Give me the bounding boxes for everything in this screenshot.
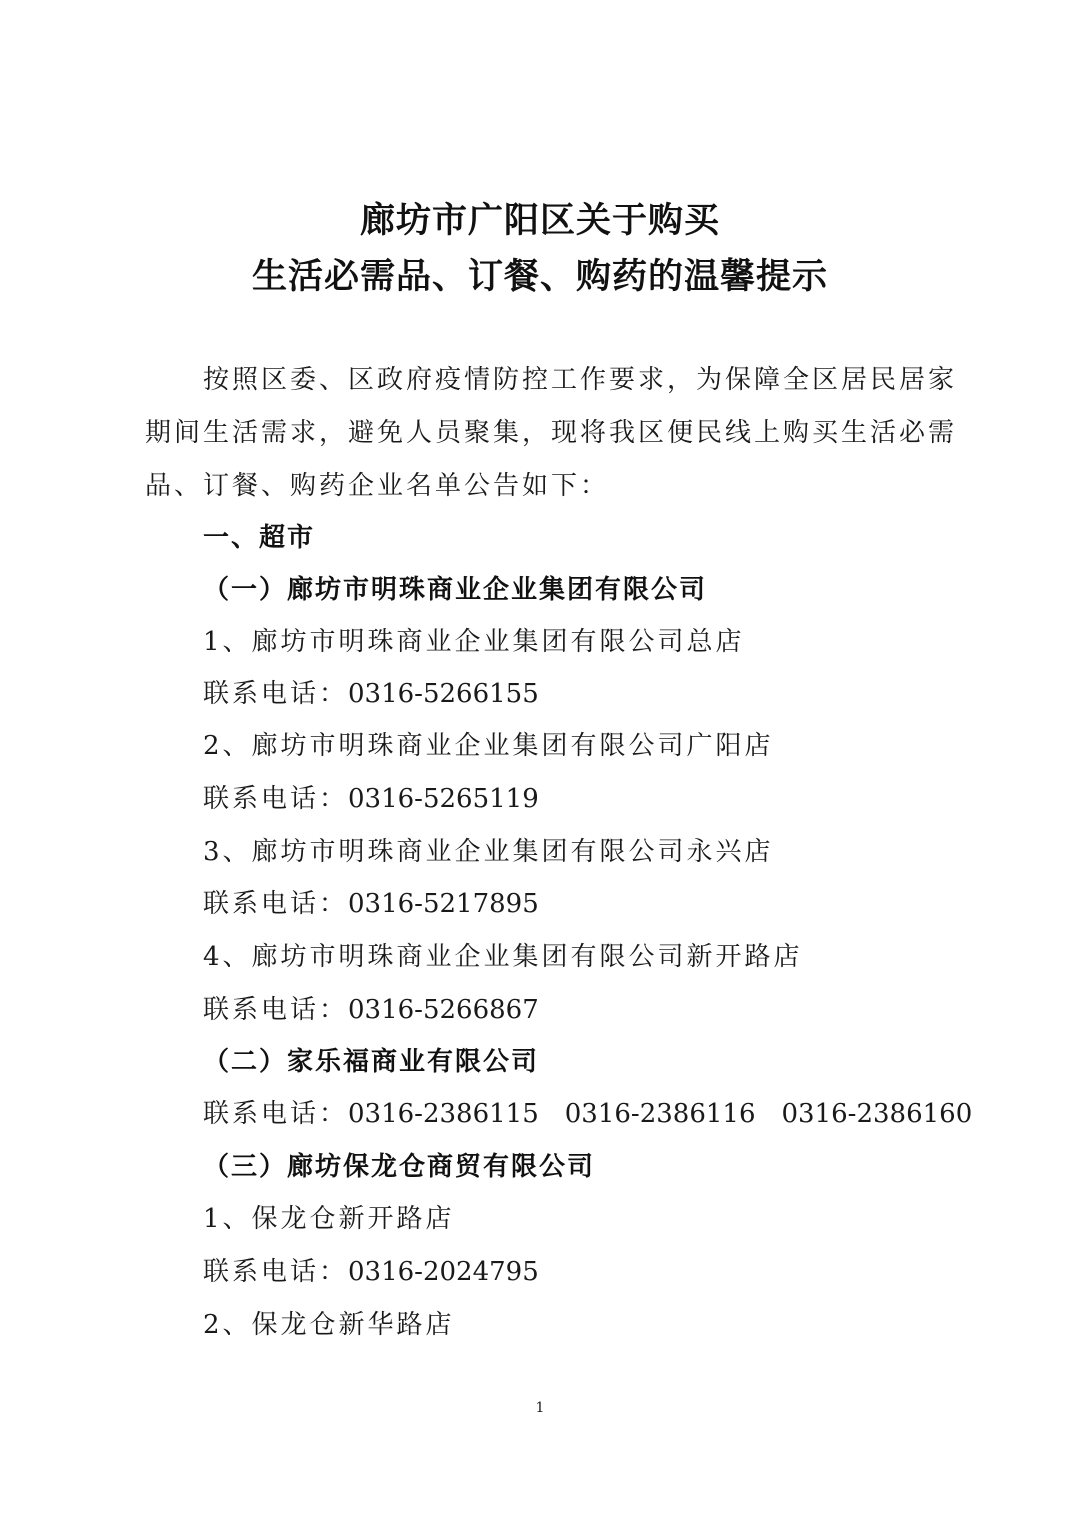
phone-label: 联系电话： (203, 679, 349, 709)
store-name: 2、保龙仓新华路店 (203, 1310, 455, 1340)
intro-line-3: 品、订餐、购药企业名单公告如下： (145, 471, 610, 501)
phone-number: 0316-5266155 (348, 679, 539, 709)
phone-number: 0316-2386160 (781, 1099, 973, 1129)
store-phone (203, 784, 539, 814)
store-phone (203, 889, 539, 919)
document-title-line-2: 生活必需品、订餐、购药的温馨提示 (251, 257, 828, 297)
section-heading-supermarket: 一、超市 (203, 523, 316, 553)
document-title-line-1: 廊坊市广阳区关于购买 (359, 201, 720, 241)
company-heading-2: （二）家乐福商业有限公司 (203, 1047, 540, 1077)
page-number: 1 (535, 1400, 545, 1416)
intro-line-1: 按照区委、区政府疫情防控工作要求，为保障全区居民居家 (203, 365, 958, 395)
intro-line-2: 期间生活需求，避免人员聚集，现将我区便民线上购买生活必需 (145, 418, 958, 448)
phone-number: 0316-2386115 (348, 1099, 539, 1129)
phone-number: 0316-2386116 (564, 1099, 756, 1129)
phone-label: 联系电话： (203, 995, 349, 1025)
store-name: 1、廊坊市明珠商业企业集团有限公司总店 (203, 627, 745, 657)
company-heading-1: （一）廊坊市明珠商业企业集团有限公司 (203, 575, 708, 605)
store-phone (203, 679, 539, 709)
company-phones (203, 1099, 972, 1129)
phone-label: 联系电话： (203, 1099, 349, 1129)
phone-number: 0316-5217895 (348, 889, 539, 919)
store-name: 2、廊坊市明珠商业企业集团有限公司广阳店 (203, 731, 774, 761)
store-phone (203, 1257, 539, 1287)
store-name: 1、保龙仓新开路店 (203, 1204, 455, 1234)
store-name: 3、廊坊市明珠商业企业集团有限公司永兴店 (203, 837, 774, 867)
phone-label: 联系电话： (203, 889, 349, 919)
phone-label: 联系电话： (203, 1257, 349, 1287)
store-phone (203, 995, 539, 1025)
phone-number: 0316-5265119 (348, 784, 539, 814)
phone-label: 联系电话： (203, 784, 349, 814)
company-heading-3: （三）廊坊保龙仓商贸有限公司 (203, 1152, 596, 1182)
phone-number: 0316-2024795 (348, 1257, 539, 1287)
store-name: 4、廊坊市明珠商业企业集团有限公司新开路店 (203, 942, 803, 972)
phone-number: 0316-5266867 (348, 995, 539, 1025)
